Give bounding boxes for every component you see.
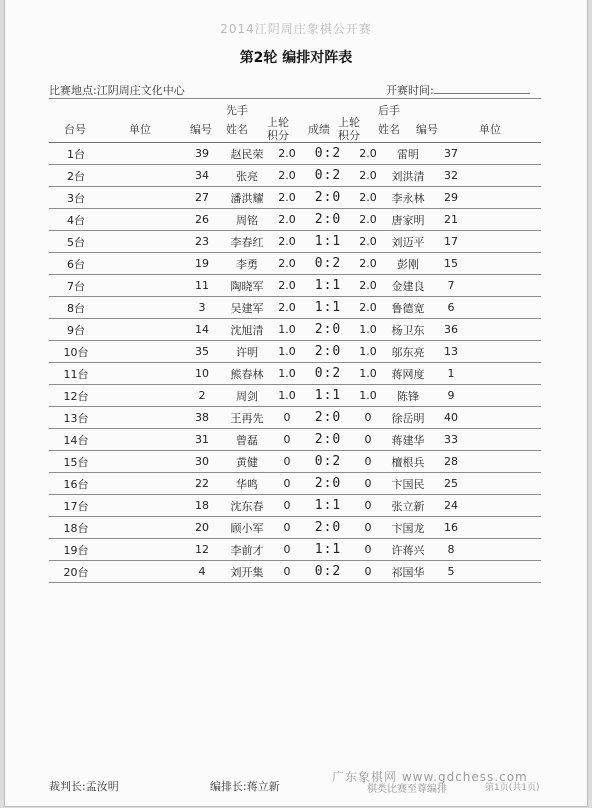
unit-right-cell — [471, 429, 541, 451]
table-row — [49, 385, 541, 407]
col-unit-right: 单位 — [479, 123, 501, 136]
unit-right-cell — [471, 297, 541, 319]
first-name-cell: 沈东春 — [225, 495, 269, 517]
table-row — [49, 187, 541, 209]
table-row — [49, 297, 541, 319]
first-points-cell: 0 — [269, 407, 305, 429]
first-name-cell: 赵民荣 — [225, 143, 269, 165]
second-no-cell: 21 — [431, 209, 471, 231]
second-points-cell: 2.0 — [351, 187, 385, 209]
result-cell: 1:1 — [305, 231, 351, 253]
unit-right-cell — [471, 275, 541, 297]
first-name-cell: 李前才 — [225, 539, 269, 561]
table-row — [49, 143, 541, 165]
unit-right-cell — [471, 209, 541, 231]
result-cell: 2:0 — [305, 187, 351, 209]
result-cell: 1:1 — [305, 385, 351, 407]
unit-right-cell — [471, 143, 541, 165]
first-points-cell: 1.0 — [269, 319, 305, 341]
table-no-cell: 5台 — [49, 231, 103, 253]
unit-left-cell — [103, 187, 179, 209]
unit-left-cell — [103, 561, 179, 583]
result-cell: 2:0 — [305, 319, 351, 341]
unit-left-cell — [103, 407, 179, 429]
second-name-cell: 鲁德宽 — [385, 297, 431, 319]
table-row — [49, 407, 541, 429]
result-cell: 2:0 — [305, 429, 351, 451]
second-no-cell: 1 — [431, 363, 471, 385]
unit-right-cell — [471, 187, 541, 209]
table-no-cell: 6台 — [49, 253, 103, 275]
result-cell: 1:1 — [305, 275, 351, 297]
second-name-cell: 蒋建华 — [385, 429, 431, 451]
site-watermark: 广东象棋网 www.gdchess.com — [332, 770, 528, 784]
first-points-cell: 0 — [269, 451, 305, 473]
first-name-cell: 许明 — [225, 341, 269, 363]
second-points-cell: 2.0 — [351, 143, 385, 165]
unit-left-cell — [103, 517, 179, 539]
table-no-cell: 15台 — [49, 451, 103, 473]
second-name-cell: 杨卫东 — [385, 319, 431, 341]
table-row — [49, 451, 541, 473]
first-name-cell: 李勇 — [225, 253, 269, 275]
page-title: 第2轮 编排对阵表 — [239, 50, 353, 66]
header-divider — [49, 98, 541, 99]
second-no-cell: 7 — [431, 275, 471, 297]
table-row — [49, 363, 541, 385]
result-cell: 2:0 — [305, 517, 351, 539]
col-result: 成绩 — [308, 123, 330, 136]
second-name-cell: 许蒋兴 — [385, 539, 431, 561]
second-no-cell: 33 — [431, 429, 471, 451]
first-no-cell: 23 — [179, 231, 225, 253]
second-name-cell: 邬东亮 — [385, 341, 431, 363]
col-no-left: 编号 — [190, 123, 212, 136]
first-points-cell: 1.0 — [269, 341, 305, 363]
table-no-cell: 10台 — [49, 341, 103, 363]
unit-left-cell — [103, 495, 179, 517]
first-name-cell: 潘洪耀 — [225, 187, 269, 209]
table-no-cell: 16台 — [49, 473, 103, 495]
result-cell: 2:0 — [305, 473, 351, 495]
second-name-cell: 卞国民 — [385, 473, 431, 495]
first-name-cell: 周剑 — [225, 385, 269, 407]
unit-right-cell — [471, 341, 541, 363]
unit-left-cell — [103, 143, 179, 165]
table-row — [49, 231, 541, 253]
first-no-cell: 3 — [179, 297, 225, 319]
unit-left-cell — [103, 341, 179, 363]
first-points-cell: 0 — [269, 495, 305, 517]
unit-right-cell — [471, 451, 541, 473]
second-no-cell: 40 — [431, 407, 471, 429]
first-points-cell: 0 — [269, 539, 305, 561]
table-row — [49, 165, 541, 187]
first-name-cell: 张亮 — [225, 165, 269, 187]
pairings-table — [49, 142, 541, 583]
second-no-cell: 25 — [431, 473, 471, 495]
result-cell: 0:2 — [305, 451, 351, 473]
unit-left-cell — [103, 539, 179, 561]
second-no-cell: 36 — [431, 319, 471, 341]
second-name-cell: 金建良 — [385, 275, 431, 297]
table-row — [49, 209, 541, 231]
table-no-cell: 9台 — [49, 319, 103, 341]
chief-referee: 裁判长:孟汝明 — [49, 780, 119, 793]
first-points-cell: 0 — [269, 429, 305, 451]
unit-left-cell — [103, 429, 179, 451]
result-cell: 2:0 — [305, 341, 351, 363]
result-cell: 1:1 — [305, 297, 351, 319]
col-prev-points-right: 上轮 积分 — [338, 116, 360, 142]
faded-header: 2014江阴周庄象棋公开赛 — [220, 22, 372, 36]
second-points-cell: 0 — [351, 407, 385, 429]
second-no-cell: 6 — [431, 297, 471, 319]
table-row — [49, 561, 541, 583]
second-name-cell: 李永林 — [385, 187, 431, 209]
table-row — [49, 341, 541, 363]
result-cell: 0:2 — [305, 253, 351, 275]
venue-line — [49, 82, 185, 98]
first-no-cell: 2 — [179, 385, 225, 407]
unit-right-cell — [471, 561, 541, 583]
unit-right-cell — [471, 517, 541, 539]
table-row — [49, 539, 541, 561]
first-no-cell: 31 — [179, 429, 225, 451]
unit-left-cell — [103, 253, 179, 275]
second-no-cell: 5 — [431, 561, 471, 583]
second-points-cell: 0 — [351, 561, 385, 583]
first-no-cell: 38 — [179, 407, 225, 429]
unit-left-cell — [103, 231, 179, 253]
first-no-cell: 34 — [179, 165, 225, 187]
table-row — [49, 517, 541, 539]
result-cell: 2:0 — [305, 407, 351, 429]
table-no-cell: 1台 — [49, 143, 103, 165]
first-no-cell: 22 — [179, 473, 225, 495]
col-table-no: 台号 — [64, 123, 86, 136]
start-time-blank — [434, 83, 530, 94]
unit-left-cell — [103, 209, 179, 231]
unit-right-cell — [471, 363, 541, 385]
col-no-right: 编号 — [416, 123, 438, 136]
second-name-cell: 徐岳明 — [385, 407, 431, 429]
second-name-cell: 蒋网度 — [385, 363, 431, 385]
first-name-cell: 刘开集 — [225, 561, 269, 583]
table-no-cell: 3台 — [49, 187, 103, 209]
table-no-cell: 17台 — [49, 495, 103, 517]
unit-left-cell — [103, 319, 179, 341]
table-no-cell: 11台 — [49, 363, 103, 385]
unit-left-cell — [103, 363, 179, 385]
table-no-cell: 12台 — [49, 385, 103, 407]
table-no-cell: 13台 — [49, 407, 103, 429]
first-no-cell: 11 — [179, 275, 225, 297]
table-no-cell: 20台 — [49, 561, 103, 583]
second-points-cell: 0 — [351, 451, 385, 473]
second-name-cell: 彭刚 — [385, 253, 431, 275]
first-no-cell: 30 — [179, 451, 225, 473]
table-no-cell: 14台 — [49, 429, 103, 451]
second-points-cell: 1.0 — [351, 341, 385, 363]
table-no-cell: 18台 — [49, 517, 103, 539]
table-row — [49, 253, 541, 275]
second-name-cell: 祁国华 — [385, 561, 431, 583]
second-points-cell: 0 — [351, 495, 385, 517]
second-points-cell: 1.0 — [351, 385, 385, 407]
second-points-cell: 2.0 — [351, 165, 385, 187]
first-no-cell: 18 — [179, 495, 225, 517]
second-points-cell: 2.0 — [351, 253, 385, 275]
second-no-cell: 8 — [431, 539, 471, 561]
unit-right-cell — [471, 319, 541, 341]
first-no-cell: 26 — [179, 209, 225, 231]
col-prev-points-left: 上轮 积分 — [267, 116, 289, 142]
first-name-cell: 沈旭清 — [225, 319, 269, 341]
first-no-cell: 27 — [179, 187, 225, 209]
first-no-cell: 35 — [179, 341, 225, 363]
second-no-cell: 15 — [431, 253, 471, 275]
second-name-cell: 檀根兵 — [385, 451, 431, 473]
first-name-cell: 黄健 — [225, 451, 269, 473]
first-points-cell: 2.0 — [269, 253, 305, 275]
pairings-body — [49, 143, 541, 583]
first-points-cell: 0 — [269, 561, 305, 583]
venue-label: 比赛地点: — [49, 84, 97, 97]
second-points-cell: 2.0 — [351, 275, 385, 297]
unit-right-cell — [471, 385, 541, 407]
first-points-cell: 0 — [269, 473, 305, 495]
second-no-cell: 16 — [431, 517, 471, 539]
first-no-cell: 10 — [179, 363, 225, 385]
result-cell: 1:1 — [305, 539, 351, 561]
second-name-cell: 陈锋 — [385, 385, 431, 407]
table-row — [49, 429, 541, 451]
second-points-cell: 2.0 — [351, 209, 385, 231]
first-points-cell: 2.0 — [269, 231, 305, 253]
table-row — [49, 495, 541, 517]
table-row — [49, 473, 541, 495]
table-no-cell: 8台 — [49, 297, 103, 319]
table-no-cell: 7台 — [49, 275, 103, 297]
first-no-cell: 14 — [179, 319, 225, 341]
second-points-cell: 0 — [351, 429, 385, 451]
unit-right-cell — [471, 473, 541, 495]
second-points-cell: 1.0 — [351, 363, 385, 385]
col-second-player: 后手 姓名 — [378, 104, 400, 136]
start-time-line — [386, 82, 530, 98]
first-points-cell: 2.0 — [269, 187, 305, 209]
first-name-cell: 吴建军 — [225, 297, 269, 319]
page-number: 第1页(共1页) — [485, 783, 540, 793]
unit-right-cell — [471, 407, 541, 429]
unit-left-cell — [103, 297, 179, 319]
venue-value: 江阴周庄文化中心 — [96, 84, 185, 97]
second-no-cell: 28 — [431, 451, 471, 473]
table-row — [49, 275, 541, 297]
scheduler: 编排长:蒋立新 — [210, 780, 280, 793]
unit-left-cell — [103, 473, 179, 495]
unit-right-cell — [471, 231, 541, 253]
first-name-cell: 曾磊 — [225, 429, 269, 451]
first-points-cell: 2.0 — [269, 297, 305, 319]
result-cell: 0:2 — [305, 143, 351, 165]
second-points-cell: 0 — [351, 473, 385, 495]
first-points-cell: 0 — [269, 517, 305, 539]
result-cell: 0:2 — [305, 165, 351, 187]
second-no-cell: 37 — [431, 143, 471, 165]
first-name-cell: 华鸣 — [225, 473, 269, 495]
second-name-cell: 刘迈平 — [385, 231, 431, 253]
unit-left-cell — [103, 275, 179, 297]
first-no-cell: 19 — [179, 253, 225, 275]
unit-left-cell — [103, 165, 179, 187]
table-no-cell: 2台 — [49, 165, 103, 187]
second-no-cell: 29 — [431, 187, 471, 209]
first-name-cell: 熊春林 — [225, 363, 269, 385]
second-no-cell: 13 — [431, 341, 471, 363]
first-points-cell: 1.0 — [269, 363, 305, 385]
first-no-cell: 12 — [179, 539, 225, 561]
first-no-cell: 39 — [179, 143, 225, 165]
second-points-cell: 1.0 — [351, 319, 385, 341]
second-no-cell: 32 — [431, 165, 471, 187]
second-no-cell: 24 — [431, 495, 471, 517]
result-cell: 1:1 — [305, 495, 351, 517]
first-points-cell: 2.0 — [269, 275, 305, 297]
unit-left-cell — [103, 451, 179, 473]
second-points-cell: 2.0 — [351, 297, 385, 319]
second-name-cell: 张立新 — [385, 495, 431, 517]
second-name-cell: 刘洪清 — [385, 165, 431, 187]
first-name-cell: 陶晓军 — [225, 275, 269, 297]
first-name-cell: 顾小军 — [225, 517, 269, 539]
unit-right-cell — [471, 539, 541, 561]
unit-right-cell — [471, 253, 541, 275]
result-cell: 0:2 — [305, 363, 351, 385]
table-row — [49, 319, 541, 341]
second-points-cell: 0 — [351, 517, 385, 539]
start-time-label: 开赛时间: — [386, 84, 434, 97]
second-no-cell: 9 — [431, 385, 471, 407]
first-points-cell: 2.0 — [269, 209, 305, 231]
second-name-cell: 卞国龙 — [385, 517, 431, 539]
first-no-cell: 20 — [179, 517, 225, 539]
table-no-cell: 19台 — [49, 539, 103, 561]
first-name-cell: 王再先 — [225, 407, 269, 429]
first-no-cell: 4 — [179, 561, 225, 583]
software-name: 棋类比赛至尊编排 — [367, 784, 447, 795]
first-points-cell: 2.0 — [269, 165, 305, 187]
result-cell: 0:2 — [305, 561, 351, 583]
score-sheet — [4, 0, 588, 807]
first-name-cell: 周铭 — [225, 209, 269, 231]
unit-right-cell — [471, 165, 541, 187]
col-first-player: 先手 姓名 — [226, 104, 248, 136]
unit-right-cell — [471, 495, 541, 517]
second-points-cell: 0 — [351, 539, 385, 561]
second-name-cell: 雷明 — [385, 143, 431, 165]
second-no-cell: 17 — [431, 231, 471, 253]
first-points-cell: 1.0 — [269, 385, 305, 407]
result-cell: 2:0 — [305, 209, 351, 231]
unit-left-cell — [103, 385, 179, 407]
col-unit-left: 单位 — [129, 123, 151, 136]
first-points-cell: 2.0 — [269, 143, 305, 165]
second-points-cell: 2.0 — [351, 231, 385, 253]
table-no-cell: 4台 — [49, 209, 103, 231]
second-name-cell: 唐家明 — [385, 209, 431, 231]
first-name-cell: 李春红 — [225, 231, 269, 253]
